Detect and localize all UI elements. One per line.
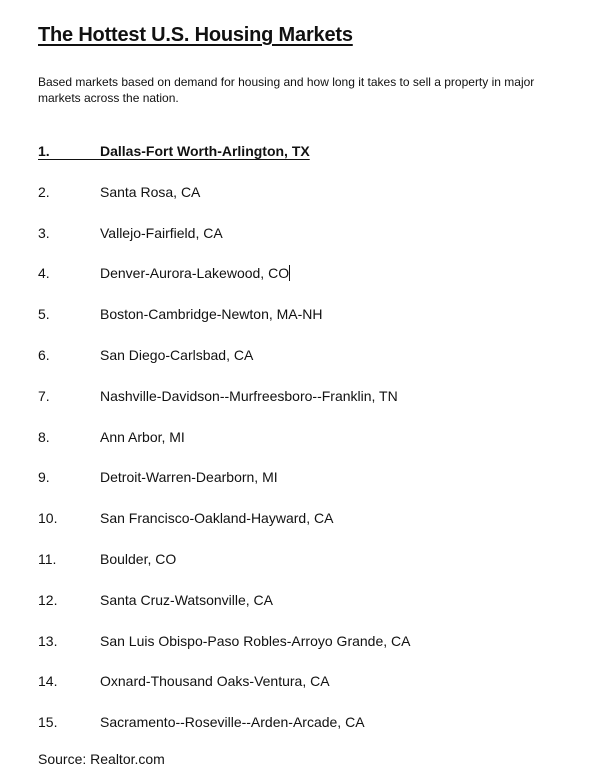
list-item (0, 630, 613, 671)
rank-number: 12. (38, 591, 58, 608)
subtitle: Based markets based on demand for housing and how long it takes to sell a property in major markets across the nation. (38, 75, 535, 105)
market-name: Ann Arbor, MI (100, 428, 185, 445)
underline-rule (38, 159, 100, 160)
market-name: Boulder, CO (100, 550, 177, 567)
rank-number: 3. (38, 224, 50, 241)
rank-number: 14. (38, 673, 58, 690)
market-list (0, 140, 613, 752)
source-note: Source: Realtor.com (38, 751, 165, 767)
page-title: The Hottest U.S. Housing Markets (38, 24, 353, 46)
list-item (0, 466, 613, 507)
list-item (0, 711, 613, 752)
market-name: Vallejo-Fairfield, CA (100, 224, 223, 241)
rank-number: 10. (38, 510, 58, 527)
market-name: Sacramento--Roseville--Arden-Arcade, CA (100, 714, 365, 731)
list-item (0, 303, 613, 344)
market-name: Boston-Cambridge-Newton, MA-NH (100, 306, 323, 323)
list-item (0, 385, 613, 426)
market-name: San Luis Obispo-Paso Robles-Arroyo Grande, CA (100, 632, 411, 649)
list-item (0, 507, 613, 548)
rank-number: 13. (38, 632, 58, 649)
list-item (0, 262, 613, 303)
list-item (0, 548, 613, 589)
list-item (0, 426, 613, 467)
rank-number: 4. (38, 265, 50, 282)
list-item (0, 222, 613, 263)
text-cursor (289, 265, 290, 281)
rank-number: 2. (38, 183, 50, 200)
rank-number: 9. (38, 469, 50, 486)
list-item (0, 589, 613, 630)
market-name: San Francisco-Oakland-Hayward, CA (100, 510, 334, 527)
market-name: Santa Cruz-Watsonville, CA (100, 591, 273, 608)
list-item (0, 344, 613, 385)
list-item (0, 181, 613, 222)
rank-number: 6. (38, 346, 50, 363)
rank-number: 7. (38, 387, 50, 404)
market-name: Nashville-Davidson--Murfreesboro--Franklin, TN (100, 387, 398, 404)
rank-number: 5. (38, 306, 50, 323)
market-name: Santa Rosa, CA (100, 183, 201, 200)
list-item (0, 670, 613, 711)
rank-number: 11. (38, 550, 57, 567)
market-name: Denver-Aurora-Lakewood, CO (100, 265, 290, 282)
market-name: Oxnard-Thousand Oaks-Ventura, CA (100, 673, 330, 690)
list-item (0, 140, 613, 181)
market-name-with-cursor[interactable] (100, 265, 290, 281)
rank-number: 15. (38, 714, 58, 731)
market-name: Dallas-Fort Worth-Arlington, TX (100, 143, 310, 159)
rank-number: 8. (38, 428, 50, 445)
market-name: San Diego-Carlsbad, CA (100, 346, 254, 363)
market-name: Detroit-Warren-Dearborn, MI (100, 469, 278, 486)
rank-number: 1. (38, 143, 50, 159)
